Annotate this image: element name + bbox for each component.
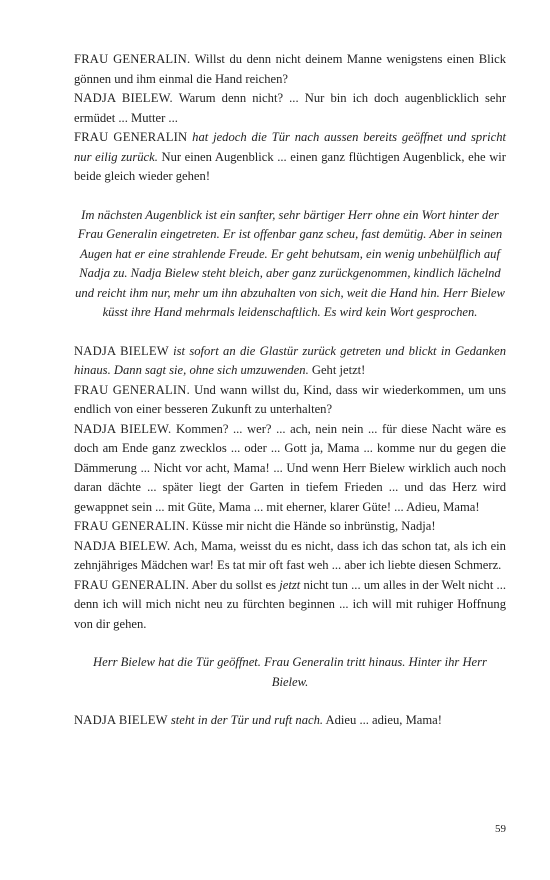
page-body bbox=[74, 50, 506, 731]
dialogue-text: nicht tun ... um alles in der Welt nicht ... denn ich will mich nicht neu zu fürchten beginnen ... ich will mit ruhiger Hoffnung von dir gehen. bbox=[74, 577, 506, 631]
stage-direction-inline: steht in der Tür und ruft nach. bbox=[170, 713, 324, 727]
speaker-name: NADJA BIELEW. bbox=[74, 91, 173, 105]
speaker-name: FRAU GENERALIN. bbox=[74, 52, 191, 66]
speaker-name: FRAU GENERALIN. bbox=[74, 519, 189, 533]
dialogue-line bbox=[74, 420, 506, 518]
speaker-name: FRAU GENERALIN bbox=[74, 130, 188, 144]
speaker-name: NADJA BIELEW. bbox=[74, 421, 172, 436]
dialogue-line bbox=[74, 128, 506, 187]
stage-direction: Im nächsten Augenblick ist ein sanfter, sehr bärtiger Herr ohne ein Wort hinter der Frau Generalin eingetreten. Er ist offenbar ganz scheu, fast demütig. Aber in seinen Augen hat er eine strahlende Freude. Er geht behutsam, ein wenig unbehülflich auf Nadja zu. Nadja Bielew steht bleich, aber ganz zurückgenommen, kindlich lächelnd und reicht ihm nur, mehr um ihn abzuhalten von sich, weit die Hand hin. Herr Bielew küsst ihre Hand mehrmals leidenschaftlich. Es wird kein Wort gesprochen. bbox=[75, 207, 505, 319]
dialogue-text: Geht jetzt! bbox=[311, 363, 366, 377]
speaker-name: NADJA BIELEW bbox=[74, 713, 168, 727]
emphasis-word: jetzt bbox=[279, 577, 301, 592]
stage-direction-inline: ist sofort an die Glastür zurück getreten und blickt in Gedanken hinaus. Dann sagt sie, ohne sich umzuwenden. bbox=[74, 343, 506, 377]
spacer bbox=[74, 634, 506, 653]
dialogue-text: Küsse mir nicht die Hände so inbrünstig, Nadja! bbox=[192, 519, 436, 533]
spacer bbox=[74, 323, 506, 342]
dialogue-text: Warum denn nicht? ... Nur bin ich doch augenblicklich sehr ermüdet ... Mutter ... bbox=[74, 91, 507, 125]
dialogue-line bbox=[74, 89, 506, 128]
stage-direction: Herr Bielew hat die Tür geöffnet. Frau Generalin tritt hinaus. Hinter ihr Herr Bielew. bbox=[93, 655, 487, 689]
dialogue-line bbox=[74, 50, 506, 89]
spacer bbox=[74, 692, 506, 711]
dialogue-line bbox=[74, 381, 506, 420]
dialogue-text: Nur einen Augenblick ... einen ganz flüchtigen Augenblick, ehe wir beide gleich wieder gehen! bbox=[74, 149, 506, 183]
dialogue-text: Aber du sollst es bbox=[191, 577, 277, 592]
stage-direction-inline: hat jedoch die Tür nach aussen bereits geöffnet und spricht nur eilig zurück. bbox=[74, 130, 506, 164]
speaker-name: NADJA BIELEW bbox=[74, 343, 169, 358]
speaker-name: FRAU GENERALIN. bbox=[74, 382, 190, 397]
speaker-name: NADJA BIELEW. bbox=[74, 538, 171, 553]
dialogue-line bbox=[74, 576, 506, 635]
dialogue-line bbox=[74, 537, 506, 576]
dialogue-line bbox=[74, 342, 506, 381]
spacer bbox=[74, 187, 506, 206]
dialogue-text: Adieu ... adieu, Mama! bbox=[325, 713, 442, 727]
dialogue-text: Ach, Mama, weisst du es nicht, dass ich das schon tat, als ich ein zehnjähriges Mädchen war! Es tat mir oft fast weh ... aber ich liebte diesen Schmerz. bbox=[74, 538, 506, 572]
dialogue-line bbox=[74, 711, 506, 731]
dialogue-line bbox=[74, 517, 506, 537]
dialogue-text: Und wann willst du, Kind, dass wir wiederkommen, um uns endlich von einer besseren Zukunft zu unterhalten? bbox=[74, 382, 507, 416]
speaker-name: FRAU GENERALIN. bbox=[74, 577, 190, 592]
page-number: 59 bbox=[495, 823, 506, 835]
dialogue-text: Willst du denn nicht deinem Manne wenigstens einen Blick gönnen und ihm einmal die Hand reichen? bbox=[74, 52, 506, 86]
dialogue-text: Kommen? ... wer? ... ach, nein nein ... für diese Nacht wäre es doch am Ende ganz zwecklos ... oder ... Gott ja, Mama ... komme nur du gegen die Dämmerung ... Nicht vor acht, Mama! ... Und wenn Herr Bielew wirklich auch noch daran dächte ... später liegt der Garten in tiefem Frieden ... und das Herz wird gewappnet sein ... mit Güte, Mama ... mit eherner, klarer Güte! ... Adieu, Mama! bbox=[74, 421, 507, 514]
